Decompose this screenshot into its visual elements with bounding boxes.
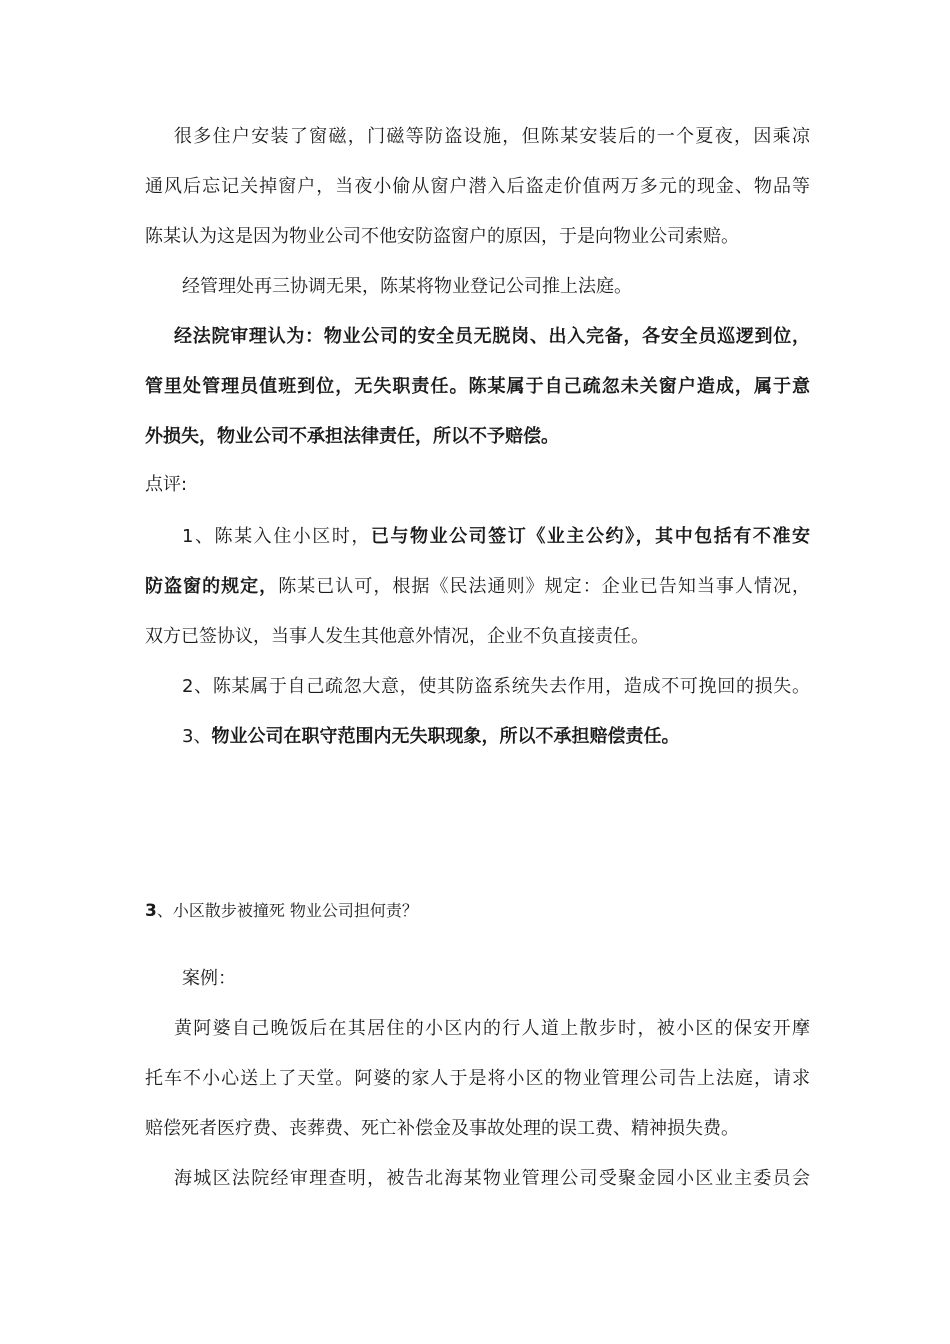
case-label: 案例： [182,968,236,989]
paragraph-2-line-1: 经管理处再三协调无果，陈某将物业登记公司推上法庭。 [182,276,632,297]
point-2-line-1: 2、陈某属于自己疏忽大意，使其防盗系统失去作用，造成不可挽回的损失。 [182,676,810,697]
point-1-line-2-rest: 陈某已认可，根据《民法通则》规定：企业已告知当事人情况， [278,576,810,597]
point-3-bold: 物业公司在职守范围内无失职现象，所以不承担赔偿责任。 [211,726,680,747]
paragraph-1-line-1: 很多住户安装了窗磁，门磁等防盗设施，但陈某安装后的一个夏夜，因乘凉 [174,126,810,147]
section-3-number: 3 [145,901,157,921]
point-1-line-2 [145,574,810,600]
paragraph-1-line-3: 陈某认为这是因为物业公司不他安防盗窗户的原因，于是向物业公司索赔。 [145,226,739,247]
court-finding-line-2: 管里处管理员值班到位，无失职责任。陈某属于自己疏忽未关窗户造成，属于意 [145,376,810,397]
section-3-heading [145,899,418,923]
case-paragraph-1-line-3: 赔偿死者医疗费、丧葬费、死亡补偿金及事故处理的误工费、精神损失费。 [145,1118,739,1139]
point-1-line-1 [182,524,810,550]
paragraph-1-line-2: 通风后忘记关掉窗户，当夜小偷从窗户潜入后盗走价值两万多元的现金、物品等 [145,176,810,197]
point-3-line-1 [182,724,810,750]
court-finding-line-3: 外损失，物业公司不承担法律责任，所以不予赔偿。 [145,426,559,447]
point-1-line-2-bold: 防盗窗的规定， [145,576,279,597]
case-paragraph-2-line-1: 海城区法院经审理查明，被告北海某物业管理公司受聚金园小区业主委员会 [174,1168,810,1189]
point-1-bold: 已与物业公司签订《业主公约》，其中包括有不准安 [370,526,810,547]
case-paragraph-1-line-1: 黄阿婆自己晚饭后在其居住的小区内的行人道上散步时，被小区的保安开摩 [174,1018,810,1039]
point-1-line-3: 双方已签协议，当事人发生其他意外情况，企业不负直接责任。 [145,626,649,647]
court-finding-line-1: 经法院审理认为：物业公司的安全员无脱岗、出入完备，各安全员巡逻到位， [174,326,810,347]
point-1-prefix: 1、陈某入住小区时， [182,526,371,547]
review-label: 点评: [145,474,188,495]
case-paragraph-1-line-2: 托车不小心送上了天堂。阿婆的家人于是将小区的物业管理公司告上法庭，请求 [145,1068,810,1089]
point-3-prefix: 3、 [182,726,212,747]
section-3-title: 、小区散步被撞死 物业公司担何责？ [156,901,418,920]
